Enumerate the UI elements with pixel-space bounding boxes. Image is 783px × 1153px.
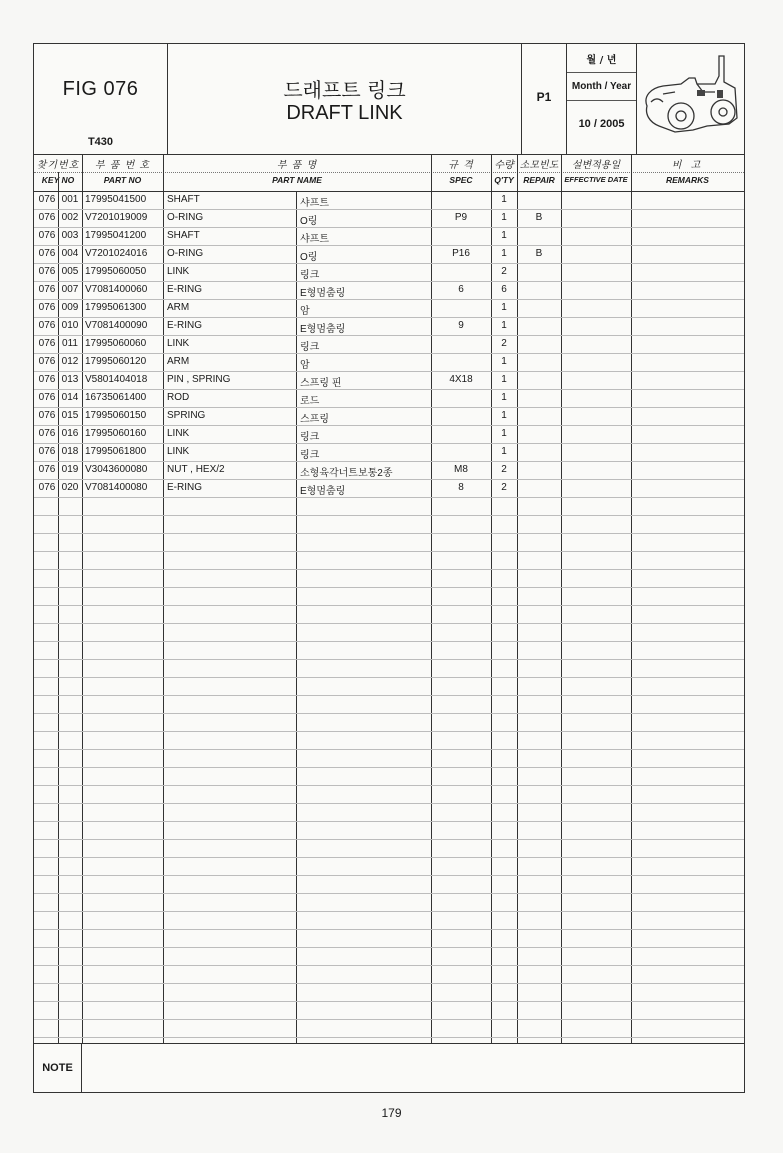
parts-list-sheet [33, 43, 745, 1093]
row-separator [34, 911, 744, 912]
cell-fig: 076 [38, 410, 56, 421]
cell-part: 17995061800 [85, 446, 147, 457]
cell-name-ko: E형멈춤링 [300, 486, 346, 497]
row-separator [34, 659, 744, 660]
cell-name-ko: 소형육각너트보통2종 [300, 468, 393, 479]
row-separator [34, 785, 744, 786]
cell-part: V7081400090 [85, 320, 148, 331]
cell-name-ko: 샤프트 [300, 234, 329, 245]
tractor-illustration [637, 44, 744, 154]
cell-key: 019 [61, 464, 79, 475]
col-spec-en: SPEC [449, 175, 473, 185]
row-separator [34, 965, 744, 966]
cell-part: V7201019009 [85, 212, 148, 223]
cell-qty: 2 [501, 464, 507, 475]
tractor-icon [637, 44, 744, 154]
title-english: DRAFT LINK [286, 102, 403, 124]
model-name: T430 [87, 136, 114, 148]
table-row [34, 389, 744, 407]
row-separator [34, 767, 744, 768]
col-spec-ko: 규 격 [448, 160, 474, 171]
table-row [34, 443, 744, 461]
col-key-no-ko: 찾기번호 [36, 160, 80, 171]
fig-number: FIG 076 [62, 78, 139, 100]
cell-key: 010 [61, 320, 79, 331]
cell-spec: 9 [458, 320, 464, 331]
cell-qty: 1 [501, 392, 507, 403]
cell-spec: P9 [454, 212, 468, 223]
cell-part: 17995060150 [85, 410, 147, 421]
table-row [34, 191, 744, 209]
cell-fig: 076 [38, 482, 56, 493]
row-separator [34, 533, 744, 534]
col-part-name-ko: 부 품 명 [276, 160, 318, 171]
row-separator [34, 875, 744, 876]
cell-part: V7081400080 [85, 482, 148, 493]
cell-name-en: SPRING [167, 410, 206, 421]
column-header-row [34, 154, 744, 192]
cell-fig: 076 [38, 446, 56, 457]
table-row [34, 461, 744, 479]
cell-part: V5801404018 [85, 374, 148, 385]
cell-name-en: LINK [167, 446, 190, 457]
row-separator [34, 839, 744, 840]
col-part-no-ko: 부 품 번 호 [94, 160, 151, 171]
row-separator [34, 497, 744, 498]
cell-part: 17995060050 [85, 266, 147, 277]
table-row [34, 317, 744, 335]
cell-key: 014 [61, 392, 79, 403]
month-year-english: Month / Year [567, 72, 636, 101]
note-section [34, 1043, 744, 1092]
cell-name-en: SHAFT [167, 194, 200, 205]
cell-fig: 076 [38, 284, 56, 295]
col-key-no-en: KEY NO [41, 175, 75, 185]
cell-name-en: PIN , SPRING [167, 374, 231, 385]
cell-fig: 076 [38, 356, 56, 367]
cell-name-ko: 샤프트 [300, 198, 329, 209]
row-separator [34, 515, 744, 516]
row-separator [34, 983, 744, 984]
cell-part: 17995060120 [85, 356, 147, 367]
cell-name-en: O-RING [167, 212, 204, 223]
page-number: 179 [381, 1106, 402, 1120]
cell-fig: 076 [38, 194, 56, 205]
table-row [34, 281, 744, 299]
col-repair-en: REPAIR [523, 175, 555, 185]
col-effective-date-ko: 설변적용일 [571, 160, 621, 171]
cell-spec: P16 [452, 248, 470, 259]
cell-key: 016 [61, 428, 79, 439]
cell-name-ko: 스프링 [300, 414, 329, 425]
cell-qty: 2 [501, 338, 507, 349]
cell-name-en: LINK [167, 338, 190, 349]
cell-fig: 076 [38, 230, 56, 241]
cell-name-en: ARM [167, 302, 190, 313]
cell-part: 17995060160 [85, 428, 147, 439]
cell-qty: 1 [501, 320, 507, 331]
row-separator [34, 677, 744, 678]
cell-fig: 076 [38, 392, 56, 403]
row-separator [34, 605, 744, 606]
row-separator [34, 749, 744, 750]
table-row [34, 209, 744, 227]
page-cell [522, 44, 567, 154]
cell-name-ko: 링크 [300, 342, 320, 353]
cell-part: V3043600080 [85, 464, 148, 475]
row-separator [34, 821, 744, 822]
cell-name-en: E-RING [167, 320, 202, 331]
cell-name-ko: 링크 [300, 450, 320, 461]
cell-qty: 2 [501, 482, 507, 493]
cell-key: 013 [61, 374, 79, 385]
cell-key: 018 [61, 446, 79, 457]
cell-name-ko: 스프링 핀 [300, 378, 342, 389]
col-qty-en: Q'TY [494, 175, 514, 185]
cell-spec: 6 [458, 284, 464, 295]
cell-key: 012 [61, 356, 79, 367]
cell-name-en: ARM [167, 356, 190, 367]
cell-fig: 076 [38, 266, 56, 277]
fig-cell [34, 44, 168, 154]
cell-part: 17995061300 [85, 302, 147, 313]
col-effective-date-en: EFFECTIVE DATE [564, 175, 628, 184]
row-separator [34, 803, 744, 804]
cell-key: 004 [61, 248, 79, 259]
cell-qty: 1 [501, 230, 507, 241]
cell-part: V7081400060 [85, 284, 148, 295]
col-part-name-en: PART NAME [272, 175, 322, 185]
cell-key: 002 [61, 212, 79, 223]
page-label: P1 [536, 90, 552, 104]
row-separator [34, 1037, 744, 1038]
col-repair-ko: 소모빈도 [519, 160, 559, 171]
cell-key: 005 [61, 266, 79, 277]
cell-key: 011 [62, 338, 78, 349]
cell-fig: 076 [38, 302, 56, 313]
cell-name-ko: 암 [300, 306, 310, 317]
cell-fig: 076 [38, 338, 56, 349]
table-row [34, 263, 744, 281]
row-separator [34, 713, 744, 714]
cell-key: 009 [61, 302, 79, 313]
cell-name-ko: O링 [300, 216, 318, 227]
table-row [34, 245, 744, 263]
col-remarks-en: REMARKS [666, 175, 709, 185]
cell-name-ko: E형멈춤링 [300, 288, 346, 299]
table-row [34, 371, 744, 389]
cell-fig: 076 [38, 464, 56, 475]
month-year-cell [567, 44, 637, 154]
cell-name-ko: 로드 [300, 396, 320, 407]
cell-part: 17995041200 [85, 230, 147, 241]
cell-name-en: LINK [167, 266, 190, 277]
col-part-no-en: PART NO [103, 175, 142, 185]
cell-fig: 076 [38, 428, 56, 439]
cell-name-en: LINK [167, 428, 190, 439]
cell-qty: 1 [501, 302, 507, 313]
cell-fig: 076 [38, 320, 56, 331]
cell-qty: 2 [501, 266, 507, 277]
row-separator [34, 641, 744, 642]
note-label: NOTE [34, 1044, 82, 1092]
row-separator [34, 929, 744, 930]
table-row [34, 299, 744, 317]
cell-name-ko: 링크 [300, 270, 320, 281]
row-separator [34, 1019, 744, 1020]
cell-name-ko: 암 [300, 360, 310, 371]
cell-name-ko: E형멈춤링 [300, 324, 346, 335]
issue-date: 10 / 2005 [578, 118, 625, 130]
table-row [34, 425, 744, 443]
table-row [34, 407, 744, 425]
header-divider [34, 172, 744, 173]
row-separator [34, 893, 744, 894]
table-row [34, 335, 744, 353]
title-korean: 드래프트 링크 [283, 78, 406, 102]
table-row [34, 479, 744, 497]
row-separator [34, 695, 744, 696]
cell-qty: 1 [501, 428, 507, 439]
cell-key: 001 [61, 194, 79, 205]
cell-key: 007 [61, 284, 79, 295]
cell-key: 015 [61, 410, 79, 421]
cell-qty: 1 [501, 194, 507, 205]
row-separator [34, 731, 744, 732]
cell-name-ko: O링 [300, 252, 318, 263]
cell-qty: 1 [501, 356, 507, 367]
cell-name-en: SHAFT [167, 230, 200, 241]
row-separator [34, 947, 744, 948]
cell-part: 17995060060 [85, 338, 147, 349]
row-separator [34, 587, 744, 588]
cell-part: 16735061400 [85, 392, 147, 403]
cell-name-en: NUT , HEX/2 [167, 464, 225, 475]
row-separator [34, 857, 744, 858]
cell-fig: 076 [38, 248, 56, 259]
cell-name-ko: 링크 [300, 432, 320, 443]
cell-part: 17995041500 [85, 194, 147, 205]
cell-name-en: E-RING [167, 284, 202, 295]
header [34, 44, 744, 155]
cell-qty: 6 [501, 284, 507, 295]
month-year-korean: 월 / 년 [567, 44, 636, 73]
row-separator [34, 551, 744, 552]
cell-repair: B [535, 212, 543, 223]
cell-repair: B [535, 248, 543, 259]
col-remarks-ko: 비 고 [671, 160, 704, 171]
cell-key: 003 [61, 230, 79, 241]
cell-qty: 1 [501, 446, 507, 457]
table-row [34, 227, 744, 245]
row-separator [34, 1001, 744, 1002]
cell-spec: 4X18 [449, 374, 473, 385]
cell-qty: 1 [501, 212, 507, 223]
col-qty-ko: 수량 [494, 160, 514, 171]
table-row [34, 353, 744, 371]
title-cell [168, 44, 522, 154]
cell-fig: 076 [38, 374, 56, 385]
cell-fig: 076 [38, 212, 56, 223]
cell-name-en: O-RING [167, 248, 204, 259]
cell-name-en: E-RING [167, 482, 202, 493]
cell-name-en: ROD [167, 392, 190, 403]
cell-part: V7201024016 [85, 248, 148, 259]
cell-qty: 1 [501, 410, 507, 421]
row-separator [34, 623, 744, 624]
row-separator [34, 569, 744, 570]
cell-spec: M8 [454, 464, 468, 475]
cell-key: 020 [61, 482, 79, 493]
cell-qty: 1 [501, 374, 507, 385]
cell-spec: 8 [458, 482, 464, 493]
cell-qty: 1 [501, 248, 507, 259]
